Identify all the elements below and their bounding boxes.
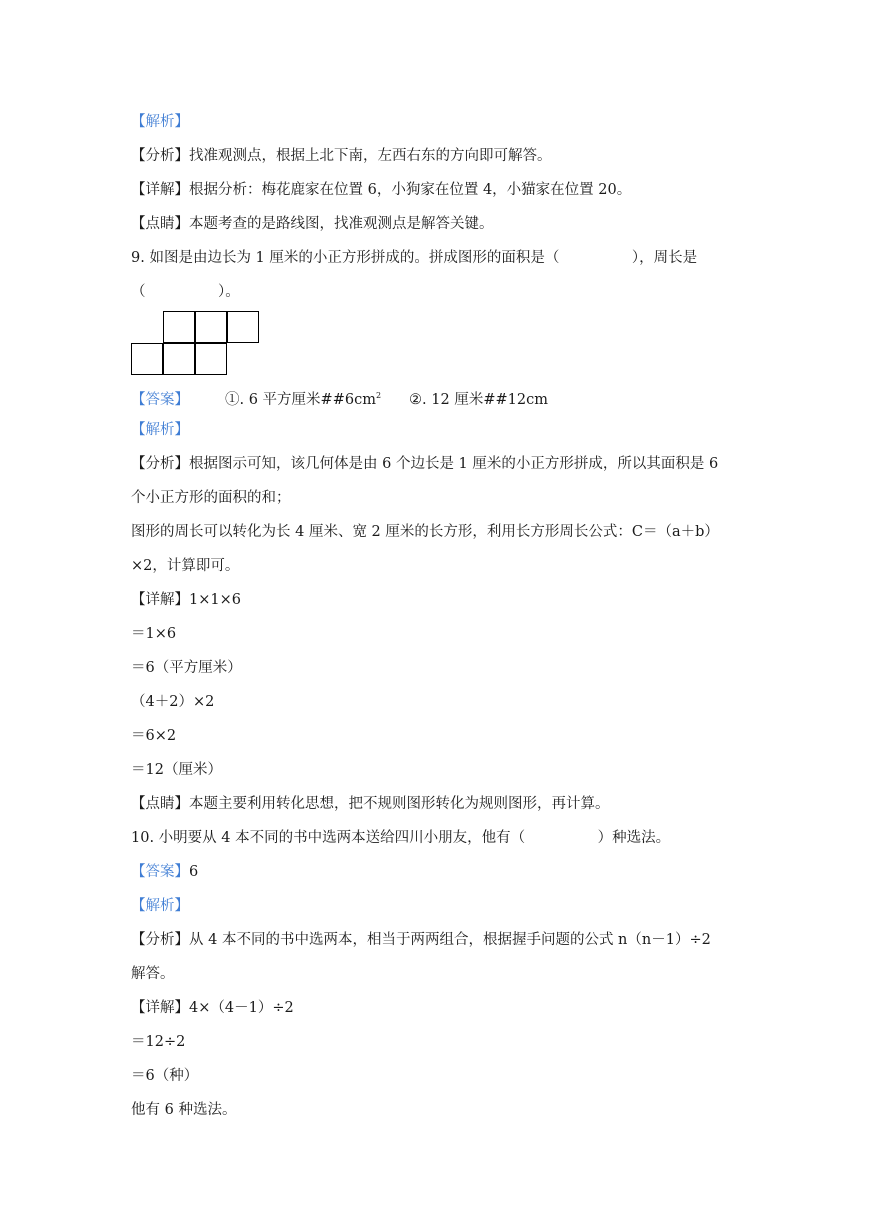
q8-jiexi-heading: 【解析】: [131, 114, 189, 130]
q9-question-line2: （ ）。: [131, 284, 240, 300]
q10-calc-step: 4×（4－1）÷2: [189, 1000, 294, 1016]
q9-fenxi-tag: 【分析】: [131, 456, 189, 472]
q8-dianjing-tag: 【点睛】: [131, 216, 189, 232]
q9-answer-tag: 【答案】: [131, 391, 189, 408]
q8-xiangjie: [131, 180, 631, 200]
q10-answer: [131, 862, 198, 882]
q10-fenxi-line1: [131, 930, 711, 950]
square-cell: [227, 311, 259, 343]
q10-fenxi-line2: 解答。: [131, 966, 175, 982]
q10-fenxi-tag: 【分析】: [131, 932, 189, 948]
q9-answer2: ②. 12 厘米##12cm: [409, 391, 548, 408]
q9-square-figure: [131, 311, 261, 376]
q8-fenxi-tag: 【分析】: [131, 148, 189, 164]
q9-answer: [131, 386, 548, 410]
q10-answer-tag: 【答案】: [131, 864, 189, 880]
q10-calc-step: ＝6（种）: [131, 1068, 199, 1084]
q9-calc-step: 1×1×6: [189, 592, 241, 608]
q10-xiangjie-tag: 【详解】: [131, 1000, 189, 1016]
q9-calc-step: ＝1×6: [131, 626, 177, 642]
q9-answer1: ①. 6 平方厘米##6cm: [225, 391, 376, 408]
q9-calc-step: （4＋2）×2: [131, 694, 215, 710]
square-cell: [163, 311, 195, 343]
q9-fenxi-line2: 个小正方形的面积的和；: [131, 490, 291, 506]
q10-fenxi-text: 从 4 本不同的书中选两本，相当于两两组合，根据握手问题的公式 n（n－1）÷2: [189, 932, 711, 948]
q10-calc-step: ＝12÷2: [131, 1034, 186, 1050]
q9-calc-step: ＝6（平方厘米）: [131, 660, 242, 676]
q9-question-line1: 9. 如图是由边长为 1 厘米的小正方形拼成的。拼成图形的面积是（ ），周长是: [131, 250, 698, 266]
q8-dianjing-text: 本题考查的是路线图，找准观测点是解答关键。: [189, 216, 494, 232]
square-cell: [131, 343, 163, 375]
q8-fenxi-text: 找准观测点，根据上北下南，左西右东的方向即可解答。: [189, 148, 552, 164]
q9-xiangjie: [131, 590, 241, 610]
q8-xiangjie-text: 根据分析：梅花鹿家在位置 6，小狗家在位置 4，小猫家在位置 20。: [189, 182, 632, 198]
q9-jiexi-heading: 【解析】: [131, 422, 189, 438]
q8-xiangjie-tag: 【详解】: [131, 182, 189, 198]
q9-calc-step: ＝12（厘米）: [131, 762, 222, 778]
q9-fenxi-text: 根据图示可知，该几何体是由 6 个边长是 1 厘米的小正方形拼成，所以其面积是 6: [189, 456, 719, 472]
q10-conclusion: 他有 6 种选法。: [131, 1102, 237, 1118]
q10-jiexi-heading: 【解析】: [131, 898, 189, 914]
q10-xiangjie: [131, 998, 294, 1018]
q10-question: 10. 小明要从 4 本不同的书中选两本送给四川小朋友，他有（ ）种选法。: [131, 830, 671, 846]
q9-xiangjie-tag: 【详解】: [131, 592, 189, 608]
q9-dianjing-text: 本题主要利用转化思想，把不规则图形转化为规则图形，再计算。: [189, 796, 610, 812]
q9-fenxi-line4: ×2，计算即可。: [131, 558, 240, 574]
q10-answer-value: 6: [189, 864, 199, 880]
q9-dianjing: [131, 794, 610, 814]
q9-calc-step: ＝6×2: [131, 728, 177, 744]
square-cell: [195, 343, 227, 375]
q9-answer1-sup: 2: [375, 391, 382, 400]
square-cell: [195, 311, 227, 343]
q9-dianjing-tag: 【点睛】: [131, 796, 189, 812]
q9-fenxi-line1: [131, 454, 718, 474]
q8-fenxi: [131, 146, 552, 166]
q8-dianjing: [131, 214, 494, 234]
q9-fenxi-line3: 图形的周长可以转化为长 4 厘米、宽 2 厘米的长方形，利用长方形周长公式：C＝（a＋b）: [131, 524, 719, 540]
square-cell: [163, 343, 195, 375]
